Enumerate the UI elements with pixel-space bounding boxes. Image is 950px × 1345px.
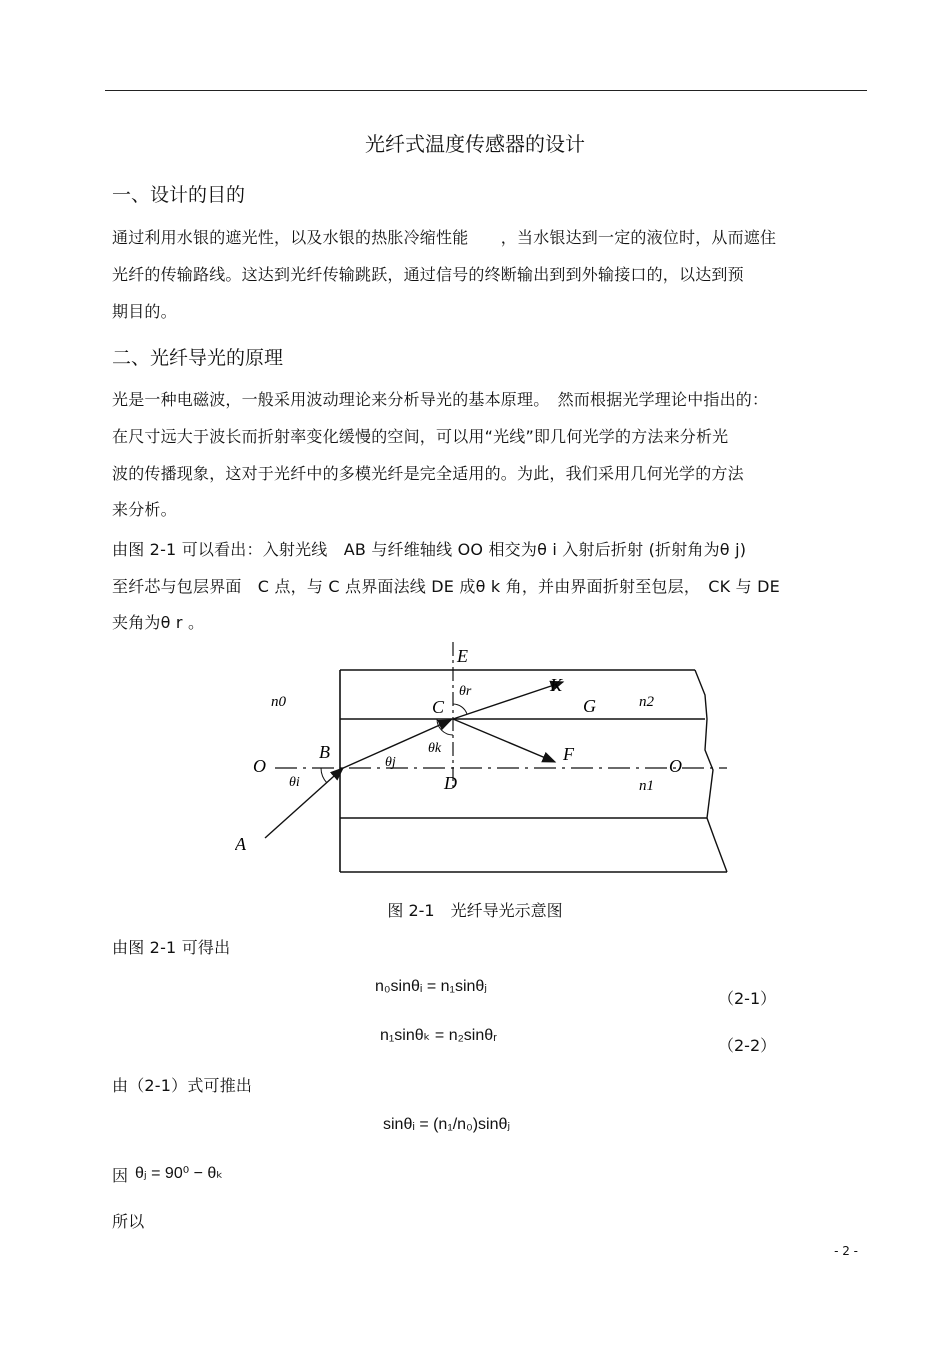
label-E: E [457, 646, 468, 666]
equation-number: （2-1） [718, 989, 777, 1008]
label-G: G [583, 696, 596, 716]
paragraph-line: 夹角为θ r 。 [112, 613, 205, 632]
equation-2-2: n₁sinθₖ = n₂sinθᵣ [380, 1027, 497, 1044]
label-D: D [444, 773, 457, 793]
since-label: 因 [112, 1166, 129, 1185]
paragraph-line: 由图 2-1 可得出 [112, 938, 231, 957]
paragraph-line: 光是一种电磁波，一般采用波动理论来分析导光的基本原理。 然而根据光学理论中指出的： [112, 390, 769, 409]
label-theta-j: θj [385, 755, 396, 770]
paragraph-line: 至纤芯与包层界面 C 点，与 C 点界面法线 DE 成θ k 角，并由界面折射至包层， CK 与 DE [112, 577, 780, 596]
label-O-right: O [669, 756, 682, 776]
page-title: 光纤式温度传感器的设计 [365, 132, 585, 156]
section-heading-principle: 二、光纤导光的原理 [112, 347, 284, 369]
equation-sin-theta-i: sinθᵢ = (n₁/n₀)sinθⱼ [383, 1116, 511, 1133]
paragraph-line: 在尺寸远大于波长而折射率变化缓慢的空间，可以用“光线”即几何光学的方法来分析光 [112, 427, 729, 446]
paragraph-line: 所以 [112, 1212, 145, 1231]
equation-2-1: n₀sinθᵢ = n₁sinθⱼ [375, 978, 488, 995]
label-n2: n2 [639, 694, 654, 710]
label-theta-r: θr [459, 684, 472, 699]
label-A: A [235, 834, 246, 854]
label-n0: n0 [271, 694, 286, 710]
paragraph-line: 由（2-1）式可推出 [112, 1076, 253, 1095]
figure-caption: 图 2-1 光纤导光示意图 [387, 901, 563, 920]
paragraph-line: 来分析。 [112, 500, 177, 519]
paragraph-line: 波的传播现象，这对于光纤中的多模光纤是完全适用的。为此，我们采用几何光学的方法 [112, 464, 744, 483]
label-F: F [563, 744, 574, 764]
label-n1: n1 [639, 778, 654, 794]
label-B: B [319, 742, 330, 762]
label-O-left: O [253, 756, 266, 776]
label-K: K [550, 675, 563, 695]
label-C: C [432, 697, 445, 717]
paragraph-line: 期目的。 [112, 302, 177, 321]
label-theta-i: θi [289, 775, 300, 790]
section-heading-purpose: 一、设计的目的 [112, 184, 246, 206]
header-rule [105, 90, 867, 91]
paragraph-line: 通过利用水银的遮光性，以及水银的热胀冷缩性能 ，当水银达到一定的液位时，从而遮住 [112, 228, 777, 247]
equation-number: （2-2） [718, 1036, 777, 1055]
paragraph-line: 光纤的传输路线。这达到光纤传输跳跃，通过信号的终断输出到到外输接口的，以达到预 [112, 265, 744, 284]
page-number: - 2 - [834, 1244, 858, 1258]
equation-theta-j: θⱼ = 90⁰ − θₖ [135, 1165, 224, 1182]
label-theta-k: θk [428, 741, 442, 756]
fiber-light-guide-diagram [235, 640, 735, 885]
paragraph-line: 由图 2-1 可以看出：入射光线 AB 与纤维轴线 OO 相交为θ i 入射后折射 (折射角为θ j) [112, 540, 747, 559]
